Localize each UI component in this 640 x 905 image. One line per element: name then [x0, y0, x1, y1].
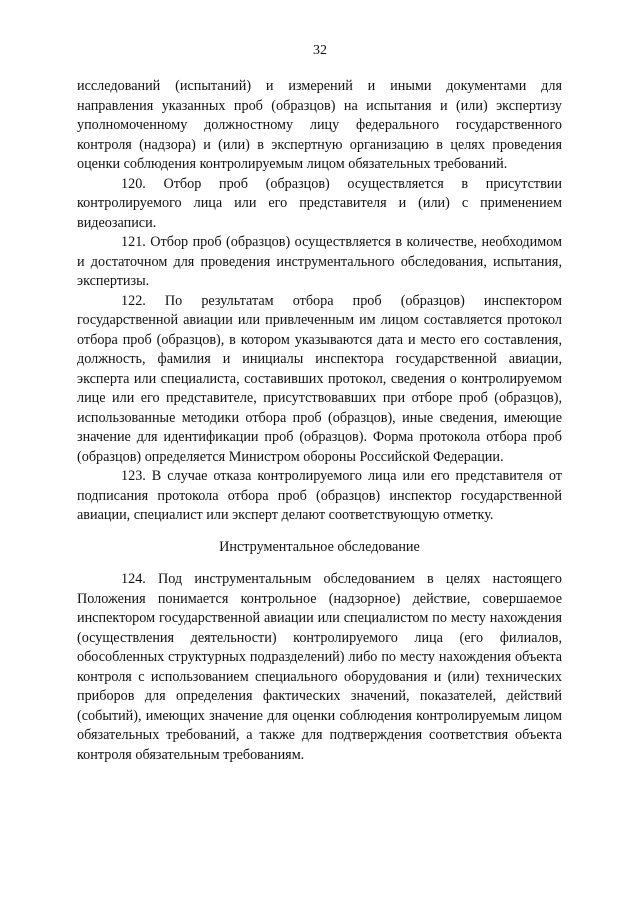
paragraph-121: 121. Отбор проб (образцов) осуществляется в количестве, необходимом и достаточном для проведения инструментального обследования, испытания, экспертизы. [77, 234, 562, 289]
paragraph-122: 122. По результатам отбора проб (образцов) инспектором государственной авиации или привлеченным им лицом составляется протокол отбора проб (образцов), в котором указываются дата и место его составления, должность, фамилия и инициалы инспектора государственной авиации, эксперта или специалиста, составивших протокол, сведения о контролируемом лице или его представителе, присутствовавших при отборе проб (образцов), использованные методики отбора проб (образцов), иные сведения, имеющие значение для идентификации проб (образцов). Форма протокола отбора проб (образцов) определяется Министром обороны Российской Федерации. [77, 292, 562, 465]
paragraph-123: 123. В случае отказа контролируемого лица или его представителя от подписания протокола отбора проб (образцов) инспектор государственной авиации, специалист или эксперт делают соответствующую отметку. [77, 468, 562, 523]
paragraph-120: 120. Отбор проб (образцов) осуществляется в присутствии контролируемого лица или его представителя и (или) с применением видеозаписи. [77, 175, 562, 231]
paragraph-124: 124. Под инструментальным обследованием в целях настоящего Положения понимается контрольное (надзорное) действие, совершаемое инспектором государственной авиации или специалистом по месту нахождения (осуществления деятельности) контролируемого лица (его филиалов, обособленных структурных подразделений) либо по месту нахождения объекта контроля с использованием специального оборудования и (или) технических приборов для определения фактических значений, показателей, действий (событий), имеющих значение для оценки соблюдения контролируемым лицом обязательных требований, а также для подтверждения соответствия объекта контроля обязательным требованиям. [77, 571, 562, 763]
page-number: 32 [313, 43, 327, 58]
section-heading: Инструментальное обследование [219, 538, 420, 555]
document-body [77, 77, 562, 765]
paragraph-continuation: исследований (испытаний) и измерений и иными документами для направления указанных проб (образцов) на испытания и (или) экспертизу уполномоченному должностному лицу федерального государственного контроля (надзора) и (или) в экспертную организацию в целях проведения оценки соблюдения контролируемым лицом обязательных требований. [77, 78, 562, 172]
